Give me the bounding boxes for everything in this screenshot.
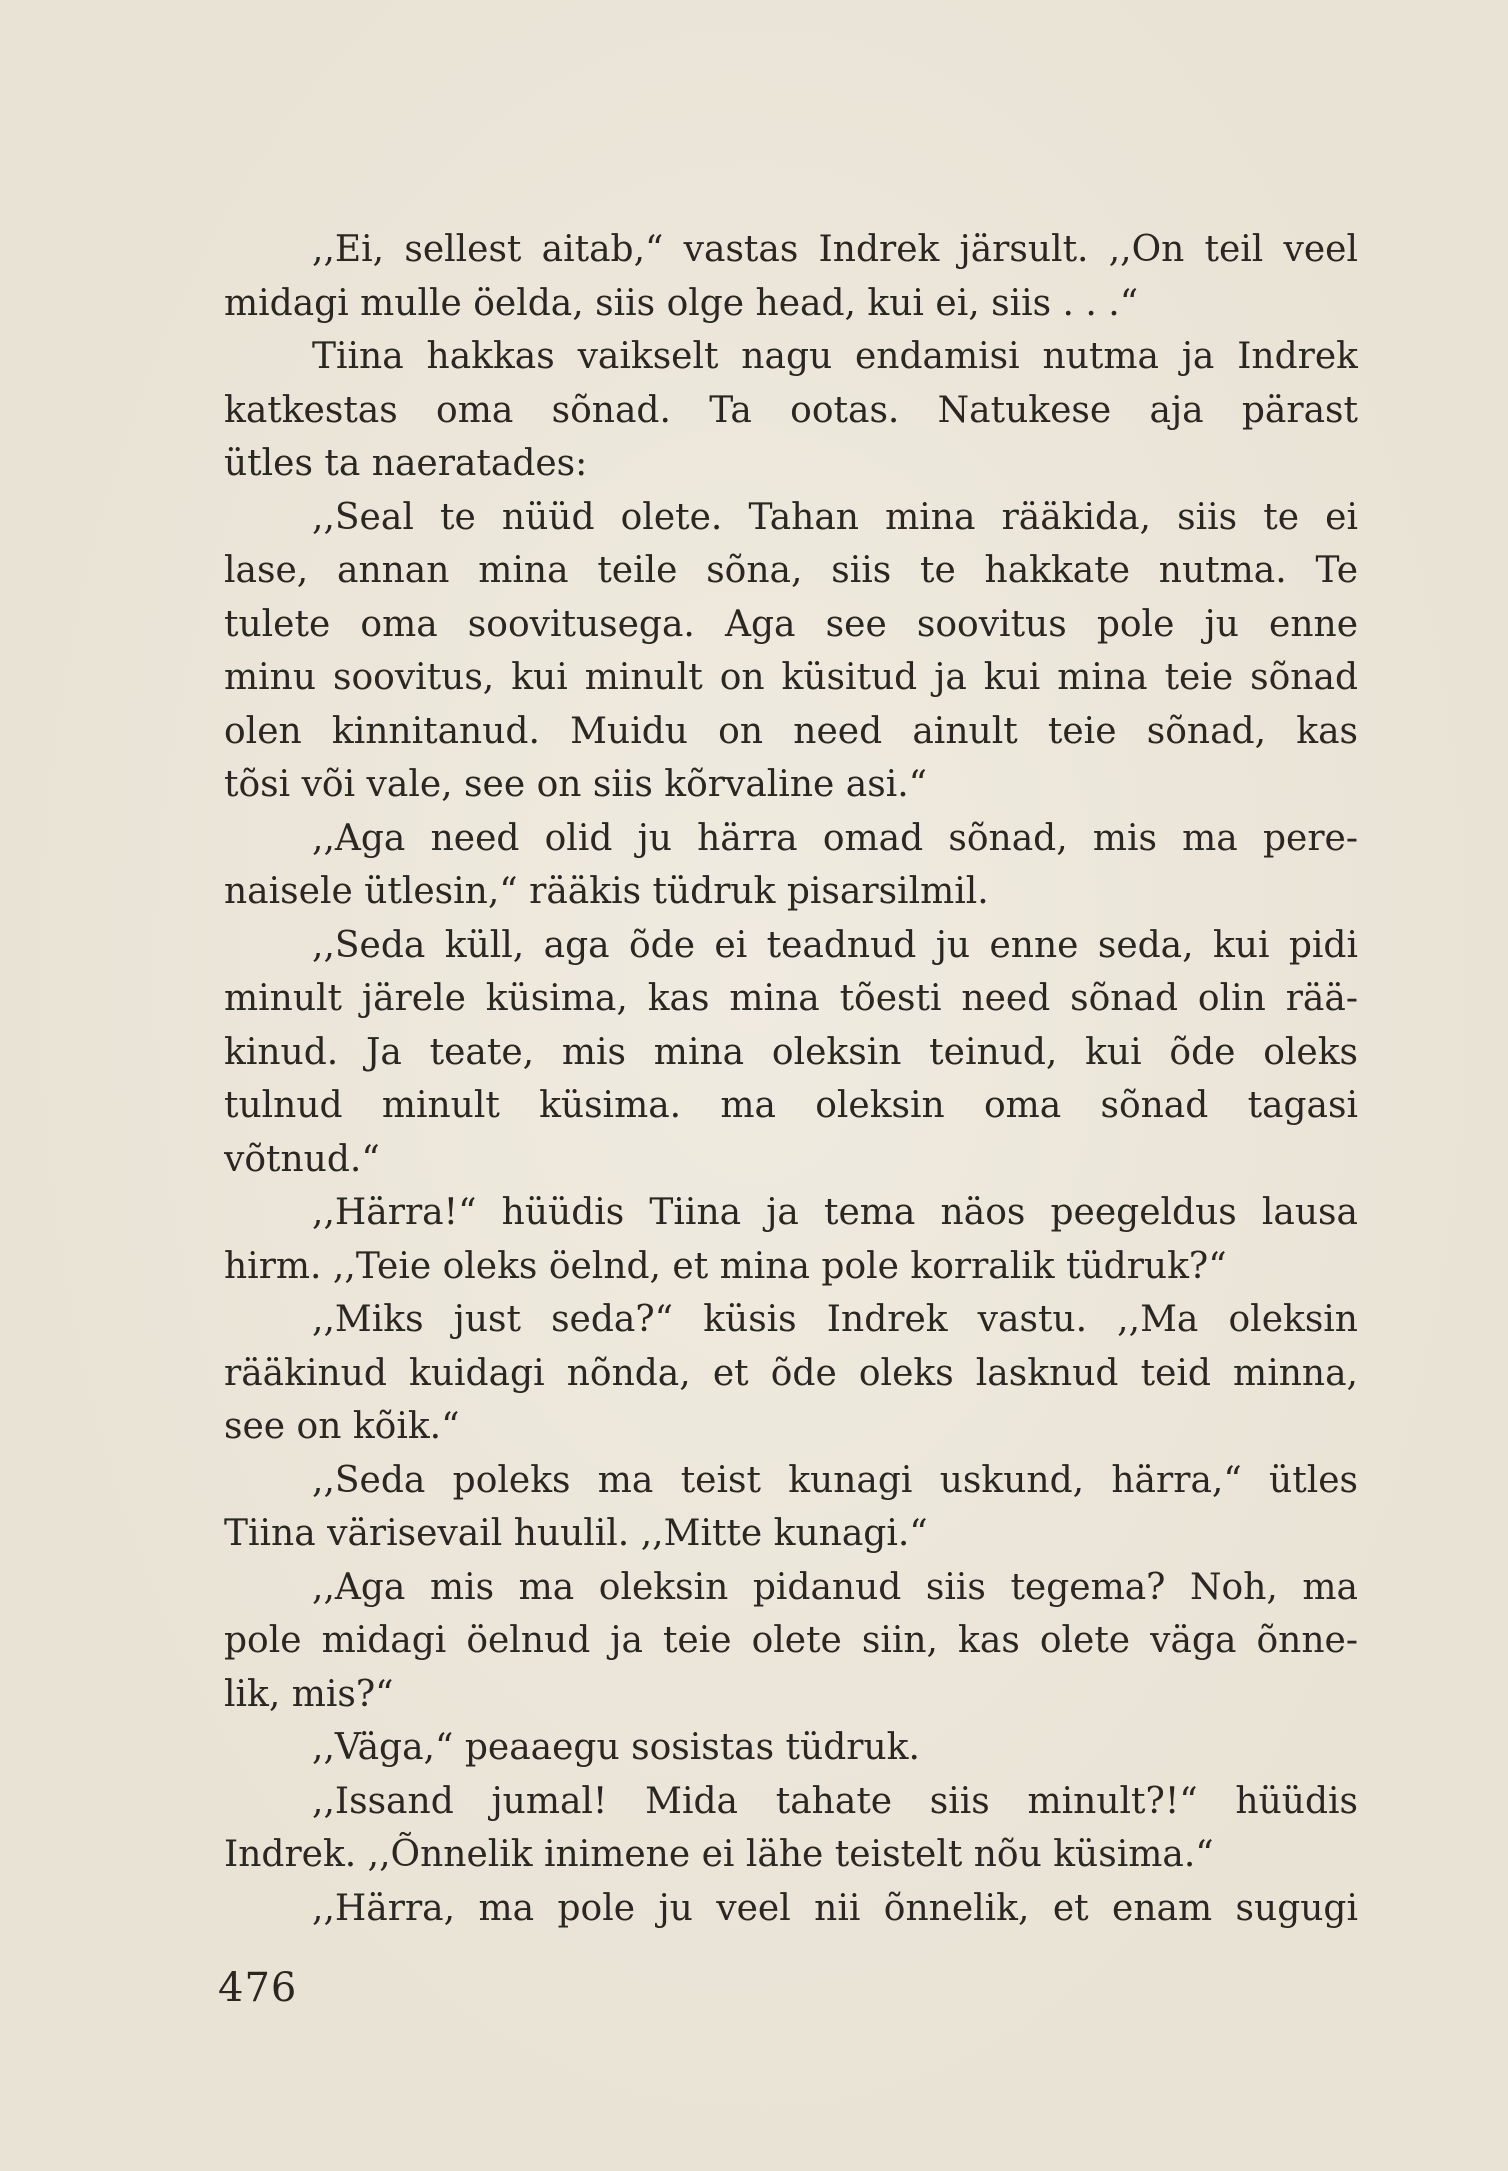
text-line: Indrek. ,,Õnnelik inimene ei lähe teistelt nõu küsima.“ bbox=[224, 1834, 1214, 1875]
text-line: rääkinud kuidagi nõnda, et õde oleks lasknud teid minna, bbox=[224, 1352, 1358, 1394]
page-number: 476 bbox=[218, 1965, 298, 2011]
text-line: tulete oma soovitusega. Aga see soovitus pole ju enne bbox=[224, 603, 1358, 645]
text-line: naisele ütlesin,“ rääkis tüdruk pisarsilmil. bbox=[224, 871, 989, 912]
text-line: ,,Härra, ma pole ju veel nii õnnelik, et enam sugugi bbox=[312, 1887, 1358, 1929]
text-line: ütles ta naeratades: bbox=[224, 443, 588, 484]
text-line: katkestas oma sõnad. Ta ootas. Natukese aja pärast bbox=[224, 389, 1358, 431]
text-line: ,,Seda poleks ma teist kunagi uskund, härra,“ ütles bbox=[312, 1459, 1358, 1501]
text-line: minult järele küsima, kas mina tõesti need sõnad olin rää- bbox=[224, 978, 1358, 1019]
text-line: ,,Väga,“ peaaegu sosistas tüdruk. bbox=[312, 1727, 920, 1768]
text-line: lase, annan mina teile sõna, siis te hakkate nutma. Te bbox=[224, 550, 1358, 591]
text-line: ,,Issand jumal! Mida tahate siis minult?!“ hüüdis bbox=[312, 1780, 1358, 1822]
text-line: kinud. Ja teate, mis mina oleksin teinud, kui õde oleks bbox=[224, 1031, 1358, 1073]
page-text bbox=[224, 223, 1358, 1935]
text-line: Tiina värisevail huulil. ,,Mitte kunagi.“ bbox=[224, 1513, 928, 1554]
text-line: pole midagi öelnud ja teie olete siin, kas olete väga õnne- bbox=[224, 1620, 1358, 1661]
text-line: lik, mis?“ bbox=[224, 1673, 394, 1715]
text-line: ,,Miks just seda?“ küsis Indrek vastu. ,,Ma oleksin bbox=[312, 1299, 1358, 1340]
text-line: ,,Seal te nüüd olete. Tahan mina rääkida, siis te ei bbox=[312, 496, 1358, 538]
text-line: ,,Aga need olid ju härra omad sõnad, mis ma pere- bbox=[312, 817, 1358, 859]
text-line: minu soovitus, kui minult on küsitud ja kui mina teie sõnad bbox=[224, 657, 1358, 698]
text-line: ,,Aga mis ma oleksin pidanud siis tegema? Noh, ma bbox=[312, 1566, 1358, 1608]
text-line: hirm. ,,Teie oleks öelnd, et mina pole korralik tüdruk?“ bbox=[224, 1245, 1227, 1287]
text-line: ,,Härra!“ hüüdis Tiina ja tema näos peegeldus lausa bbox=[312, 1192, 1358, 1233]
text-line: tulnud minult küsima. ma oleksin oma sõnad tagasi bbox=[224, 1085, 1358, 1126]
text-line: võtnud.“ bbox=[224, 1138, 380, 1180]
text-line: ,,Seda küll, aga õde ei teadnud ju enne seda, kui pidi bbox=[312, 924, 1358, 966]
text-line: ,,Ei, sellest aitab,“ vastas Indrek järsult. ,,On teil veel bbox=[312, 229, 1358, 270]
text-line: tõsi või vale, see on siis kõrvaline asi.“ bbox=[224, 764, 928, 805]
text-line: see on kõik.“ bbox=[224, 1406, 460, 1447]
text-line: Tiina hakkas vaikselt nagu endamisi nutma ja Indrek bbox=[312, 336, 1358, 377]
text-line: olen kinnitanud. Muidu on need ainult teie sõnad, kas bbox=[224, 710, 1358, 752]
text-line: midagi mulle öelda, siis olge head, kui ei, siis . . .“ bbox=[224, 282, 1139, 324]
